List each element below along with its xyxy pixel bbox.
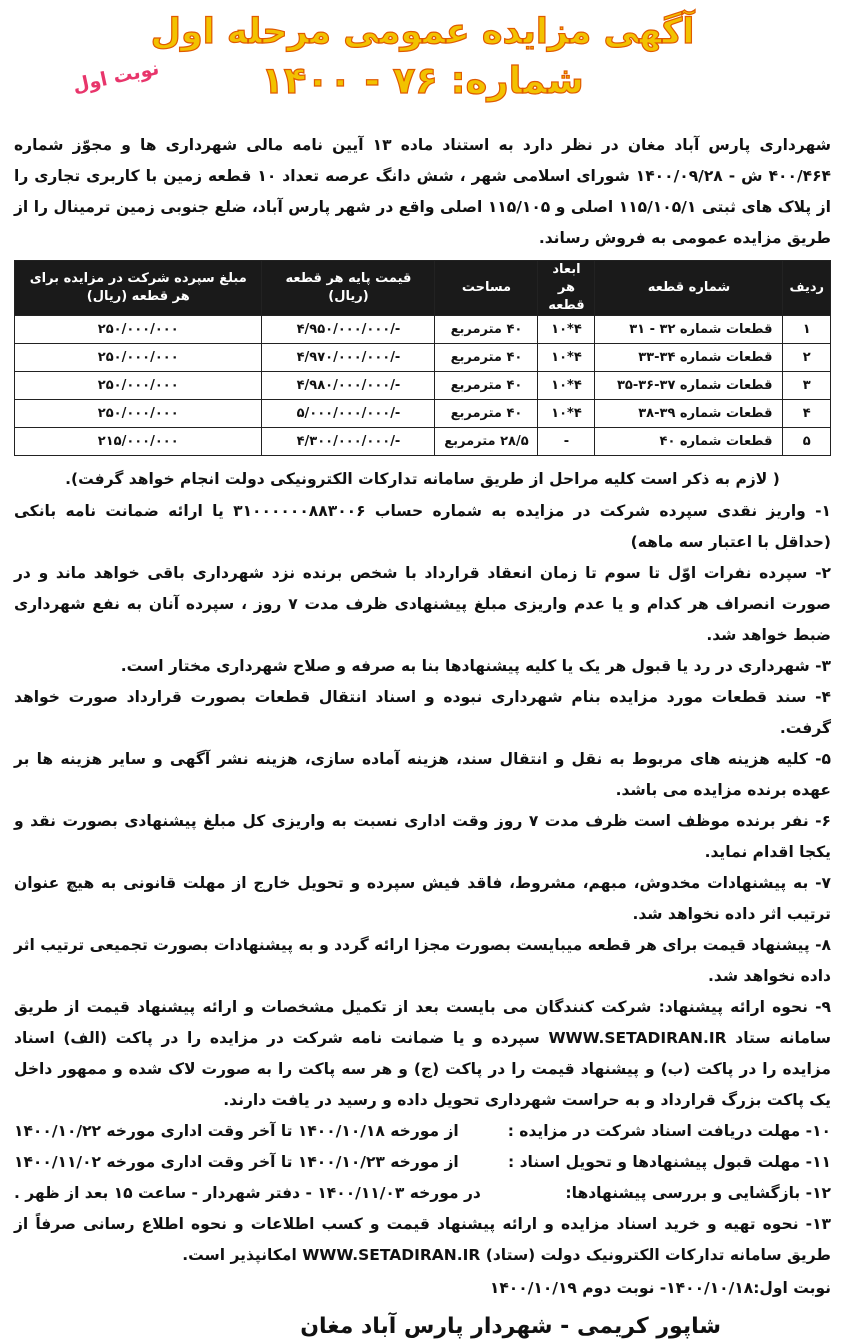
clause-5: ۵- کلیه هزینه های مربوط به نقل و انتقال سند، هزینه آماده سازی، هزینه نشر آگهی و سایر هزینه ها بر عهده برنده مزایده می باشد. xyxy=(14,750,831,799)
header-lot: شماره قطعه xyxy=(595,261,783,316)
cell-dims: ۴*۱۰ xyxy=(538,316,595,344)
header-deposit: مبلغ سپرده شرکت در مزایده برای هر قطعه (ریال) xyxy=(15,261,262,316)
cell-deposit: ۲۵۰/۰۰۰/۰۰۰ xyxy=(15,372,262,400)
cell-row-number: ۲ xyxy=(783,344,831,372)
cell-lot: قطعات شماره ۳۹-۳۸ xyxy=(595,400,783,428)
deadline-label: ۱۰- مهلت دریافت اسناد شرکت در مزایده : xyxy=(507,1122,831,1140)
cell-dims: ۴*۱۰ xyxy=(538,344,595,372)
notice-number: شماره: ۷۶ - ۱۴۰۰ xyxy=(261,59,584,102)
table-row xyxy=(15,400,831,428)
clause-3: ۳- شهرداری در رد یا قبول هر یک یا کلیه پیشنهادها بنا به صرفه و صلاح شهرداری مختار است. xyxy=(120,657,831,675)
cell-deposit: ۲۵۰/۰۰۰/۰۰۰ xyxy=(15,316,262,344)
clause-2: ۲- سپرده نفرات اوّل تا سوم تا زمان انعقاد قرارداد با شخص برنده نزد شهرداری باقی خواهد ماند و در صورت انصراف هر کدام و یا عدم واریزی مبلغ پیشنهادی ظرف مدت ۷ روز ، سپرده آنان به نفع شهرداری ضبط خواهد شد. xyxy=(14,564,831,644)
deadline-value: در مورخه ۱۴۰۰/۱۱/۰۳ - دفتر شهردار - ساعت ۱۵ بعد از ظهر . xyxy=(14,1184,481,1202)
notice-title: آگهی مزایده عمومی مرحله اول xyxy=(150,12,695,52)
cell-lot: قطعات شماره ۴۰ xyxy=(595,428,783,456)
cell-base-price: -/۵/۰۰۰/۰۰۰/۰۰۰ xyxy=(262,400,435,428)
cell-lot: قطعات شماره ۳۴-۳۳ xyxy=(595,344,783,372)
clause-13: ۱۳- نحوه تهیه و خرید اسناد مزایده و ارائه پیشنهاد قیمت و کسب اطلاعات و نحوه اطلاع رسانی صرفاً از طریق سامانه تدارکات الکترونیک دولت (ستاد) WWW.SETADIRAN.IR امکانپذیر است. xyxy=(14,1215,831,1264)
header-dims: ابعاد هر قطعه xyxy=(538,261,595,316)
clause-4: ۴- سند قطعات مورد مزایده بنام شهرداری نبوده و اسناد انتقال قطعات بصورت قرارداد صورت خواهد گرفت. xyxy=(14,688,831,737)
header-row-number: ردیف xyxy=(783,261,831,316)
cell-base-price: -/۴/۹۵۰/۰۰۰/۰۰۰ xyxy=(262,316,435,344)
notice-header xyxy=(14,0,831,124)
cell-row-number: ۴ xyxy=(783,400,831,428)
lots-table xyxy=(14,260,831,456)
cell-base-price: -/۴/۹۷۰/۰۰۰/۰۰۰ xyxy=(262,344,435,372)
deadline-label: ۱۱- مهلت قبول پیشنهادها و تحویل اسناد : xyxy=(507,1153,831,1171)
cell-dims: ۴*۱۰ xyxy=(538,372,595,400)
deadline-value: از مورخه ۱۴۰۰/۱۰/۲۳ تا آخر وقت اداری مورخه ۱۴۰۰/۱۱/۰۲ xyxy=(14,1153,459,1171)
deadline-opening xyxy=(14,1178,831,1209)
table-header-row xyxy=(15,261,831,316)
deadline-documents xyxy=(14,1116,831,1147)
publication-dates: نوبت اول:۱۴۰۰/۱۰/۱۸- نوبت دوم ۱۴۰۰/۱۰/۱۹ xyxy=(489,1279,831,1297)
cell-deposit: ۲۵۰/۰۰۰/۰۰۰ xyxy=(15,400,262,428)
cell-deposit: ۲۵۰/۰۰۰/۰۰۰ xyxy=(15,344,262,372)
clause-7: ۷- به پیشنهادات مخدوش، مبهم، مشروط، فاقد فیش سپرده و تحویل خارج از مهلت قانونی به هیچ عنوان ترتیب اثر داده نخواهد شد. xyxy=(14,874,831,923)
cell-base-price: -/۴/۹۸۰/۰۰۰/۰۰۰ xyxy=(262,372,435,400)
deadline-proposals xyxy=(14,1147,831,1178)
cell-dims: ۴*۱۰ xyxy=(538,400,595,428)
table-row xyxy=(15,316,831,344)
cell-row-number: ۳ xyxy=(783,372,831,400)
header-base-price: قیمت پایه هر قطعه (ریال) xyxy=(262,261,435,316)
cell-area: ۴۰ مترمربع xyxy=(435,316,538,344)
cell-row-number: ۵ xyxy=(783,428,831,456)
cell-area: ۴۰ مترمربع xyxy=(435,344,538,372)
table-row xyxy=(15,372,831,400)
cell-lot: قطعات شماره ۳۷-۳۶-۳۵ xyxy=(595,372,783,400)
mayor-signature: شاپور کریمی - شهردار پارس آباد مغان xyxy=(300,1314,721,1339)
table-row xyxy=(15,428,831,456)
table-row xyxy=(15,344,831,372)
cell-deposit: ۲۱۵/۰۰۰/۰۰۰ xyxy=(15,428,262,456)
clause-6: ۶- نفر برنده موظف است ظرف مدت ۷ روز وقت اداری نسبت به واریزی کل مبلغ پیشنهادی بصورت نقد و یکجا اقدام نماید. xyxy=(14,812,831,861)
clause-8: ۸- پیشنهاد قیمت برای هر قطعه میبایست بصورت مجزا ارائه گردد و به پیشنهادات بصورت تجمیعی ترتیب اثر داده نخواهد شد. xyxy=(14,936,831,985)
conditions-list xyxy=(14,496,831,1271)
cell-lot: قطعات شماره ۳۲ - ۳۱ xyxy=(595,316,783,344)
electronic-procurement-note: ( لازم به ذکر است کلیه مراحل از طریق سامانه تدارکات الکترونیکی دولت انجام خواهد گرفت). xyxy=(65,470,780,488)
deadline-label: ۱۲- بازگشایی و بررسی پیشنهادها: xyxy=(565,1184,831,1202)
cell-area: ۴۰ مترمربع xyxy=(435,372,538,400)
clause-9: ۹- نحوه ارائه پیشنهاد: شرکت کنندگان می بایست بعد از تکمیل مشخصات و ارائه پیشنهاد قیمت از طریق سامانه ستاد WWW.SETADIRAN.IR سپرده و یا ضمانت نامه شرکت در مزایده را در پاکت (الف) اسناد مزایده را در پاکت (ب) و پیشنهاد قیمت را در پاکت (ج) و هر سه پاکت را به صورت لاک شده و ممهور داخل یک پاکت بزرگ قرارداد و به حراست شهرداری تحویل داده و رسید در یافت دارند. xyxy=(14,998,831,1109)
header-area: مساحت xyxy=(435,261,538,316)
cell-area: ۴۰ مترمربع xyxy=(435,400,538,428)
deadline-value: از مورخه ۱۴۰۰/۱۰/۱۸ تا آخر وقت اداری مورخه ۱۴۰۰/۱۰/۲۲ xyxy=(14,1122,459,1140)
round-badge: نوبت اول xyxy=(70,57,162,97)
cell-area: ۲۸/۵ مترمربع xyxy=(435,428,538,456)
cell-dims: - xyxy=(538,428,595,456)
cell-row-number: ۱ xyxy=(783,316,831,344)
clause-1: ۱- واریز نقدی سپرده شرکت در مزایده به شماره حساب ۳۱۰۰۰۰۰۰۸۸۳۰۰۶ یا ارائه ضمانت نامه بانکی (حداقل با اعتبار سه ماهه) xyxy=(14,502,831,551)
cell-base-price: -/۴/۳۰۰/۰۰۰/۰۰۰ xyxy=(262,428,435,456)
intro-paragraph: شهرداری پارس آباد مغان در نظر دارد به استناد ماده ۱۳ آیین نامه مالی شهرداری ها و مجوّز شماره ۴۰۰/۴۶۴ ش - ۱۴۰۰/۰۹/۲۸ شورای اسلامی شهر ، شش دانگ عرصه تعداد ۱۰ قطعه زمین با کاربری تجاری را از پلاک های ثبتی ۱۱۵/۱۰۵/۱ اصلی و ۱۱۵/۱۰۵ اصلی واقع در شهر پارس آباد، ضلع جنوبی زمین ترمینال را از طریق مزایده عمومی به فروش رساند. xyxy=(14,136,831,247)
